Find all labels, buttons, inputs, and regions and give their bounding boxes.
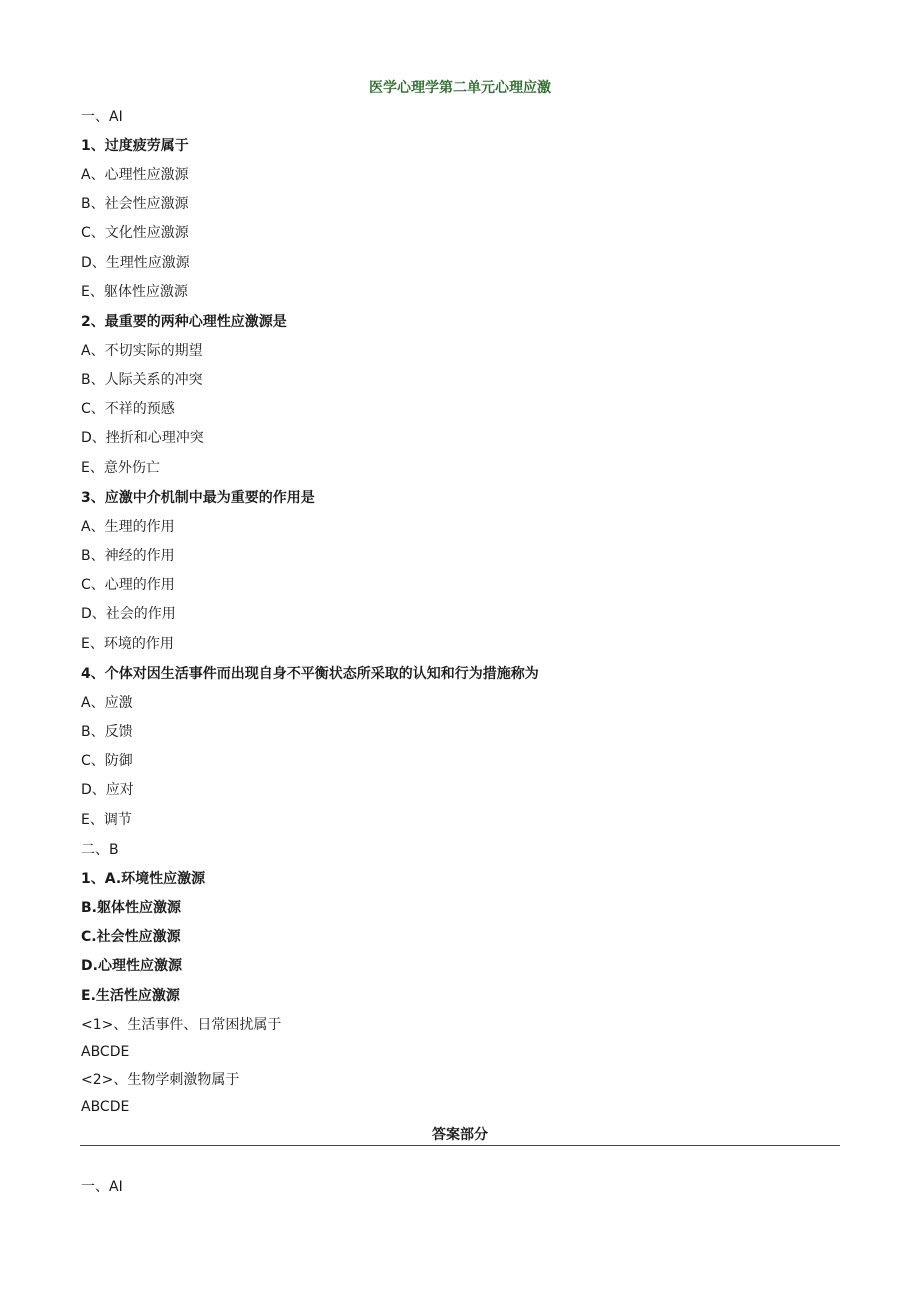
question-2-option-a: A、不切实际的期望: [81, 343, 203, 359]
question-4-option-a: A、应激: [81, 695, 133, 711]
question-2-option-b: B、人际关系的冲突: [81, 372, 203, 388]
b-question-1-option-a: 1、A.环境性应激源: [81, 871, 206, 887]
question-2-option-e: E、意外伤亡: [81, 460, 160, 476]
answer-section-heading-a1: 一、AI: [81, 1179, 123, 1195]
question-2-option-c: C、不祥的预感: [81, 401, 175, 417]
question-3-option-a: A、生理的作用: [81, 519, 175, 535]
b-question-1-option-e: E.生活性应激源: [81, 988, 180, 1004]
question-4-option-d: D、应对: [81, 782, 134, 798]
question-3-stem: 3、应激中介机制中最为重要的作用是: [81, 490, 315, 506]
document-title: 医学心理学第二单元心理应激: [369, 80, 551, 96]
b-subquestion-1-choices: ABCDE: [81, 1044, 130, 1060]
question-1-option-e: E、躯体性应激源: [81, 284, 188, 300]
question-1-option-b: B、社会性应激源: [81, 196, 189, 212]
b-question-1-option-b: B.躯体性应激源: [81, 900, 181, 916]
answer-section-divider: [80, 1125, 840, 1146]
question-3-option-b: B、神经的作用: [81, 548, 175, 564]
question-1-option-a: A、心理性应激源: [81, 167, 189, 183]
section-heading-a1: 一、AI: [81, 109, 123, 125]
question-4-stem: 4、个体对因生活事件而出现自身不平衡状态所采取的认知和行为措施称为: [81, 666, 539, 682]
question-4-option-e: E、调节: [81, 812, 132, 828]
section-heading-b: 二、B: [81, 842, 119, 858]
question-2-stem: 2、最重要的两种心理性应激源是: [81, 314, 287, 330]
question-3-option-c: C、心理的作用: [81, 577, 175, 593]
b-question-1-option-d: D.心理性应激源: [81, 958, 182, 974]
question-4-option-c: C、防御: [81, 753, 133, 769]
question-1-option-d: D、生理性应激源: [81, 255, 190, 271]
question-3-option-e: E、环境的作用: [81, 636, 174, 652]
question-1-option-c: C、文化性应激源: [81, 225, 189, 241]
b-subquestion-1: <1>、生活事件、日常困扰属于: [81, 1017, 282, 1033]
b-subquestion-2-choices: ABCDE: [81, 1099, 130, 1115]
question-3-option-d: D、社会的作用: [81, 606, 176, 622]
answer-section-title: 答案部分: [432, 1127, 488, 1143]
question-4-option-b: B、反馈: [81, 724, 133, 740]
b-subquestion-2: <2>、生物学刺激物属于: [81, 1072, 240, 1088]
b-question-1-option-c: C.社会性应激源: [81, 929, 181, 945]
question-2-option-d: D、挫折和心理冲突: [81, 430, 204, 446]
question-1-stem: 1、过度疲劳属于: [81, 138, 189, 154]
